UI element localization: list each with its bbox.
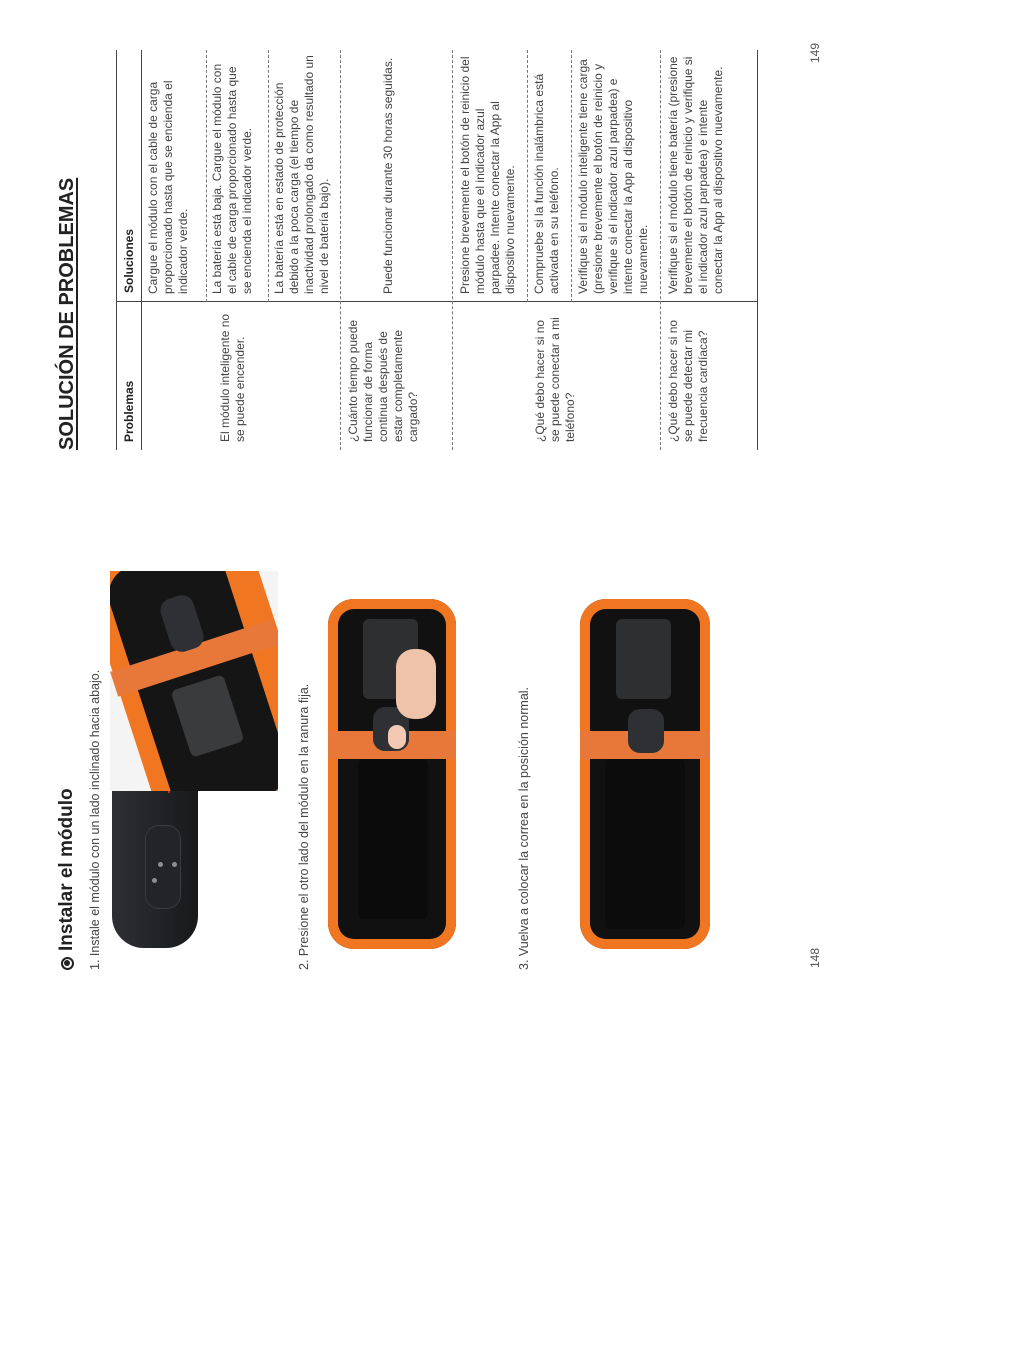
solution-cell-1b: La batería está baja. Cargue el módulo con el cable de carga proporcionado hasta que se encienda el indicador verde. — [210, 63, 254, 294]
belt-closeup-photo — [110, 571, 278, 791]
row-separator — [452, 50, 453, 450]
page-number-left: 148 — [808, 947, 822, 968]
troubleshooting-title: SOLUCIÓN DE PROBLEMAS — [56, 177, 78, 450]
problem-cell-3: ¿Qué debo hacer si no se puede conectar a mi teléfono? — [533, 317, 577, 442]
row-separator — [660, 50, 661, 450]
solution-cell-3b: Compruebe si la función inalámbrica está activada en su teléfono. — [532, 73, 561, 294]
problem-cell-2: ¿Cuánto tiempo puede funcionar de forma continua después de estar completamente cargado? — [346, 319, 420, 442]
solution-cell-3c: Verifique si el módulo inteligente tiene carga (presione brevemente el botón de reinicio y verifique si el indicador azul parpadea) e intente conectar la App al dispositivo nuevamente. — [576, 59, 650, 294]
belt-normal-photo — [580, 599, 710, 949]
problem-cell-1: El módulo inteligente no se puede encender. — [218, 313, 247, 442]
belt-press-photo — [328, 599, 456, 949]
install-step-1: 1. Instale el módulo con un lado inclinado hacia abajo. — [88, 669, 102, 970]
header-solutions: Soluciones — [122, 228, 136, 293]
solution-separator — [527, 50, 528, 302]
module-led-icon — [158, 862, 163, 867]
table-header-border — [141, 50, 142, 450]
install-step-2: 2. Presione el otro lado del módulo en la ranura fija. — [297, 683, 311, 970]
install-title-text: Instalar el módulo — [56, 788, 77, 951]
solution-cell-3a: Presione brevemente el botón de reinicio del módulo hasta que el indicador azul parpadee. Intente conectar la App al dispositivo nuevamente. — [458, 56, 517, 294]
solution-separator — [571, 50, 572, 302]
solution-separator — [206, 50, 207, 302]
table-top-border — [116, 50, 117, 450]
header-problems: Problemas — [122, 380, 136, 442]
solution-cell-2: Puede funcionar durante 30 horas seguidas. — [381, 57, 395, 294]
table-bottom-border — [757, 50, 758, 450]
page-number-right: 149 — [808, 42, 822, 63]
radio-bullet-icon — [61, 957, 74, 970]
solution-cell-1c: La batería está en estado de protección debido a la poca carga (el tiempo de inactividad prolongado da como resultado un nivel de batería bajo). — [272, 55, 331, 294]
solution-separator — [268, 50, 269, 302]
solution-cell-4: Verifique si el módulo tiene batería (presione brevemente el botón de reinicio y verifique si el indicador azul parpadea) e intente conectar la App al dispositivo nuevamente. — [666, 56, 725, 294]
solution-cell-1a: Cargue el módulo con el cable de carga proporcionado hasta que se encienda el indicador verde. — [146, 80, 190, 294]
module-led-icon — [172, 862, 177, 867]
row-separator — [340, 50, 341, 450]
module-led-icon — [152, 878, 157, 883]
install-step-3: 3. Vuelva a colocar la correa en la posición normal. — [517, 686, 531, 970]
install-section-title — [56, 788, 78, 970]
problem-cell-4: ¿Qué debo hacer si no se puede detectar mi frecuencia cardíaca? — [666, 319, 710, 442]
module-center-panel — [145, 825, 181, 909]
